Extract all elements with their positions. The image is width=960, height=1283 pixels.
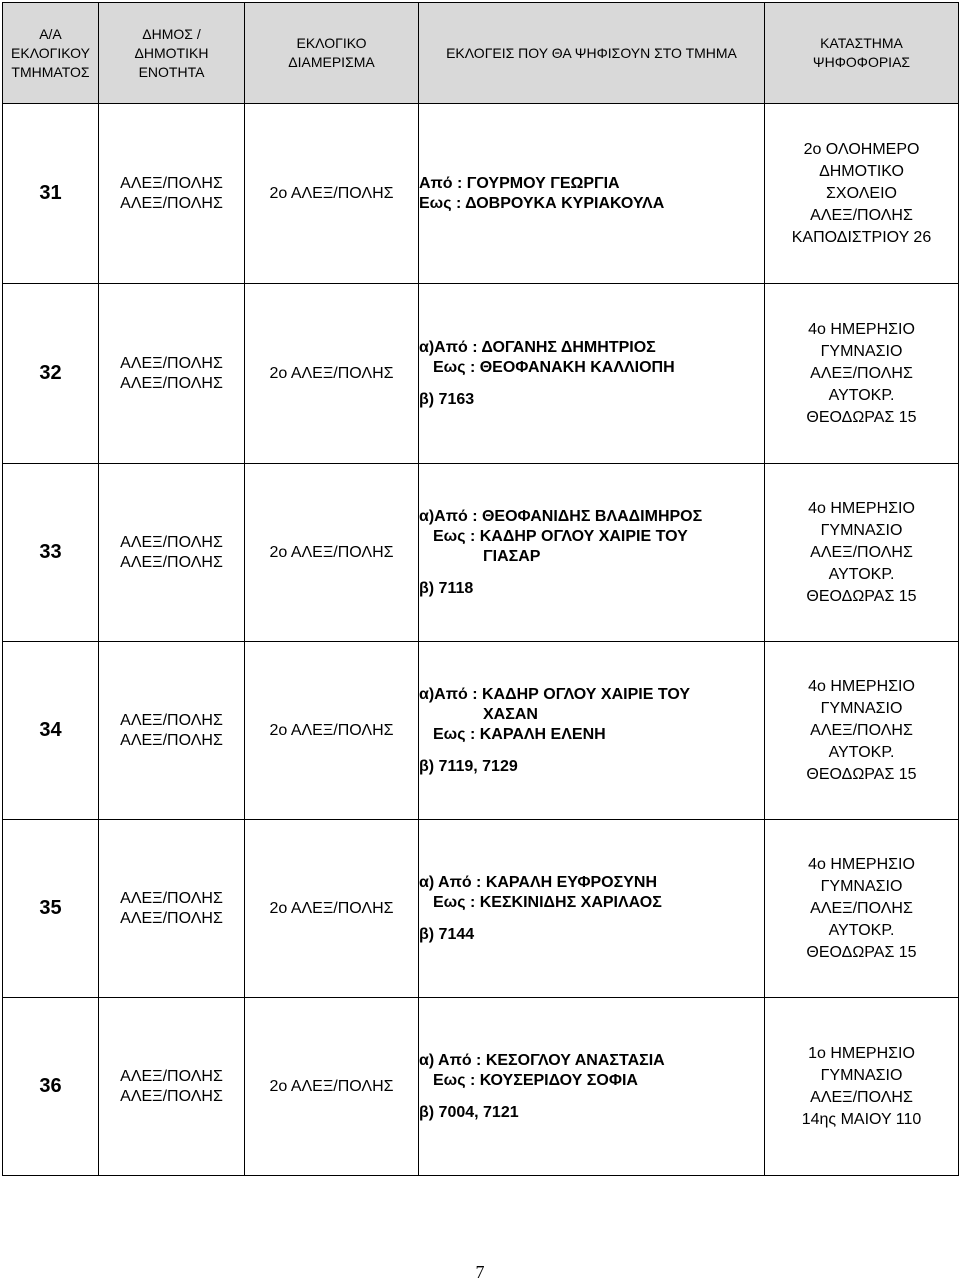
voters-line: α)Από : ΘΕΟΦΑΝΙΔΗΣ ΒΛΑΔΙΜΗΡΟΣ [419, 507, 703, 525]
voters-line: Εως : ΘΕΟΦΑΝΑΚΗ ΚΑΛΛΙΟΠΗ [433, 358, 675, 376]
polling-station-cell [765, 284, 959, 464]
polling-station-line: 2ο ΟΛΟΗΜΕΡΟ [803, 140, 920, 158]
municipality-cell [99, 820, 245, 998]
polling-station-line: ΓΥΜΝΑΣΙΟ [820, 521, 903, 539]
polling-station-line: ΑΛΕΞ/ΠΟΛΗΣ [810, 899, 913, 917]
polling-station-line: ΑΛΕΞ/ΠΟΛΗΣ [810, 1088, 913, 1106]
table-header [3, 3, 959, 104]
municipality-line: ΑΛΕΞ/ΠΟΛΗΣ [120, 553, 223, 571]
section-number: 36 [3, 998, 99, 1176]
voters-line: α)Από : ΚΑΔΗΡ ΟΓΛΟΥ ΧΑΙΡΙΕ ΤΟΥ [419, 685, 690, 703]
polling-station-line: ΑΥΤΟΚΡ. [828, 921, 895, 939]
header-line: ΔΙΑΜΕΡΙΣΜΑ [288, 54, 375, 70]
section-number: 31 [3, 104, 99, 284]
table-body [3, 104, 959, 1176]
voters-range-cell [419, 998, 765, 1176]
table-row [3, 464, 959, 642]
header-section-number [3, 3, 99, 104]
section-number: 32 [3, 284, 99, 464]
municipality-line: ΑΛΕΞ/ΠΟΛΗΣ [120, 711, 223, 729]
voters-line: ΧΑΣΑΝ [483, 705, 538, 723]
polling-station-cell [765, 642, 959, 820]
voters-line: ΓΙΑΣΑΡ [483, 547, 541, 565]
voters-range-cell [419, 284, 765, 464]
municipality-cell [99, 284, 245, 464]
polling-station-line: 4ο ΗΜΕΡΗΣΙΟ [808, 499, 915, 517]
municipality-line: ΑΛΕΞ/ΠΟΛΗΣ [120, 1087, 223, 1105]
voters-line: Εως : ΚΑΔΗΡ ΟΓΛΟΥ ΧΑΙΡΙΕ ΤΟΥ [433, 527, 688, 545]
polling-station-line: ΓΥΜΝΑΣΙΟ [820, 1066, 903, 1084]
polling-station-line: ΘΕΟΔΩΡΑΣ 15 [806, 408, 917, 426]
voters-line: Εως : ΔΟΒΡΟΥΚΑ ΚΥΡΙΑΚΟΥΛΑ [419, 194, 665, 212]
header-electoral-district [245, 3, 419, 104]
voters-line: α)Από : ΔΟΓΑΝΗΣ ΔΗΜΗΤΡΙΟΣ [419, 338, 656, 356]
municipality-line: ΑΛΕΞ/ΠΟΛΗΣ [120, 889, 223, 907]
section-number: 35 [3, 820, 99, 998]
electoral-district: 2ο ΑΛΕΞ/ΠΟΛΗΣ [245, 820, 419, 998]
voters-line: α) Από : ΚΑΡΑΛΗ ΕΥΦΡΟΣΥΝΗ [419, 873, 657, 891]
polling-station-line: ΑΛΕΞ/ΠΟΛΗΣ [810, 364, 913, 382]
table-row [3, 642, 959, 820]
voters-number-range: β) 7119, 7129 [419, 757, 518, 775]
polling-station-line: 14ης ΜΑΙΟΥ 110 [801, 1110, 922, 1128]
header-line: ΚΑΤΑΣΤΗΜΑ [820, 35, 903, 51]
table-row [3, 998, 959, 1176]
municipality-cell [99, 642, 245, 820]
polling-station-line: ΓΥΜΝΑΣΙΟ [820, 342, 903, 360]
municipality-line: ΑΛΕΞ/ΠΟΛΗΣ [120, 731, 223, 749]
electoral-district: 2ο ΑΛΕΞ/ΠΟΛΗΣ [245, 104, 419, 284]
header-voters [419, 3, 765, 104]
header-polling-station [765, 3, 959, 104]
municipality-line: ΑΛΕΞ/ΠΟΛΗΣ [120, 174, 223, 192]
polling-station-line: ΔΗΜΟΤΙΚΟ [819, 162, 904, 180]
polling-station-line: ΣΧΟΛΕΙΟ [826, 184, 897, 202]
page-number: 7 [475, 1262, 485, 1282]
header-line: ΕΝΟΤΗΤΑ [138, 63, 205, 80]
section-number: 33 [3, 464, 99, 642]
section-number: 34 [3, 642, 99, 820]
voters-number-range: β) 7144 [419, 925, 475, 943]
polling-station-line: 4ο ΗΜΕΡΗΣΙΟ [808, 677, 915, 695]
polling-station-line: ΚΑΠΟΔΙΣΤΡΙΟΥ 26 [791, 228, 932, 246]
polling-station-cell [765, 820, 959, 998]
table-row [3, 284, 959, 464]
municipality-line: ΑΛΕΞ/ΠΟΛΗΣ [120, 374, 223, 392]
header-line: Α/Α [39, 25, 62, 42]
header-line: ΕΚΛΟΓΙΚΟΥ [11, 44, 90, 61]
polling-station-line: ΑΛΕΞ/ΠΟΛΗΣ [810, 206, 913, 224]
header-row [3, 3, 959, 104]
header-line: ΔΗΜΟΣ / [142, 25, 201, 42]
table-row [3, 104, 959, 284]
municipality-line: ΑΛΕΞ/ΠΟΛΗΣ [120, 194, 223, 212]
voters-number-range: β) 7118 [419, 579, 474, 597]
voters-range-cell [419, 104, 765, 284]
voters-range-cell [419, 642, 765, 820]
polling-station-cell [765, 464, 959, 642]
polling-station-line: 4ο ΗΜΕΡΗΣΙΟ [808, 320, 915, 338]
header-line: ΨΗΦΟΦΟΡΙΑΣ [812, 54, 911, 70]
voters-range-cell [419, 464, 765, 642]
polling-station-line: ΘΕΟΔΩΡΑΣ 15 [806, 587, 917, 605]
electoral-district: 2ο ΑΛΕΞ/ΠΟΛΗΣ [245, 998, 419, 1176]
voters-line: Από : ΓΟΥΡΜΟΥ ΓΕΩΡΓΙΑ [419, 174, 620, 192]
municipality-line: ΑΛΕΞ/ΠΟΛΗΣ [120, 909, 223, 927]
polling-station-line: ΑΥΤΟΚΡ. [828, 565, 895, 583]
municipality-cell [99, 464, 245, 642]
municipality-cell [99, 104, 245, 284]
polling-station-line: ΑΛΕΞ/ΠΟΛΗΣ [810, 721, 913, 739]
electoral-district: 2ο ΑΛΕΞ/ΠΟΛΗΣ [245, 464, 419, 642]
polling-station-line: ΑΥΤΟΚΡ. [828, 743, 895, 761]
voters-range-cell [419, 820, 765, 998]
header-line: ΕΚΛΟΓΕΙΣ ΠΟΥ ΘΑ ΨΗΦΙΣΟΥΝ ΣΤΟ ΤΜΗΜΑ [446, 44, 737, 61]
municipality-line: ΑΛΕΞ/ΠΟΛΗΣ [120, 533, 223, 551]
polling-station-line: ΑΥΤΟΚΡ. [828, 386, 895, 404]
voters-number-range: β) 7163 [419, 390, 475, 408]
polling-station-line: ΘΕΟΔΩΡΑΣ 15 [806, 943, 917, 961]
table-row [3, 820, 959, 998]
header-line: ΤΜΗΜΑΤΟΣ [11, 63, 90, 80]
polling-station-cell [765, 104, 959, 284]
polling-station-line: ΘΕΟΔΩΡΑΣ 15 [806, 765, 917, 783]
voters-line: Εως : ΚΟΥΣΕΡΙΔΟΥ ΣΟΦΙΑ [433, 1071, 638, 1089]
voters-number-range: β) 7004, 7121 [419, 1103, 519, 1121]
electoral-district: 2ο ΑΛΕΞ/ΠΟΛΗΣ [245, 284, 419, 464]
polling-station-line: 4ο ΗΜΕΡΗΣΙΟ [808, 855, 915, 873]
municipality-line: ΑΛΕΞ/ΠΟΛΗΣ [120, 1067, 223, 1085]
voters-line: Εως : ΚΑΡΑΛΗ ΕΛΕΝΗ [433, 725, 606, 743]
polling-station-line: ΑΛΕΞ/ΠΟΛΗΣ [810, 543, 913, 561]
municipality-cell [99, 998, 245, 1176]
polling-station-line: ΓΥΜΝΑΣΙΟ [820, 699, 903, 717]
voters-line: α) Από : ΚΕΣΟΓΛΟΥ ΑΝΑΣΤΑΣΙΑ [419, 1051, 665, 1069]
header-line: ΔΗΜΟΤΙΚΗ [134, 44, 209, 61]
header-municipality [99, 3, 245, 104]
polling-sections-table [2, 2, 959, 1176]
polling-station-line: ΓΥΜΝΑΣΙΟ [820, 877, 903, 895]
header-line: ΕΚΛΟΓΙΚΟ [296, 35, 367, 51]
voters-line: Εως : ΚΕΣΚΙΝΙΔΗΣ ΧΑΡΙΛΑΟΣ [433, 893, 662, 911]
municipality-line: ΑΛΕΞ/ΠΟΛΗΣ [120, 354, 223, 372]
polling-station-line: 1ο ΗΜΕΡΗΣΙΟ [808, 1044, 915, 1062]
polling-station-cell [765, 998, 959, 1176]
electoral-district: 2ο ΑΛΕΞ/ΠΟΛΗΣ [245, 642, 419, 820]
